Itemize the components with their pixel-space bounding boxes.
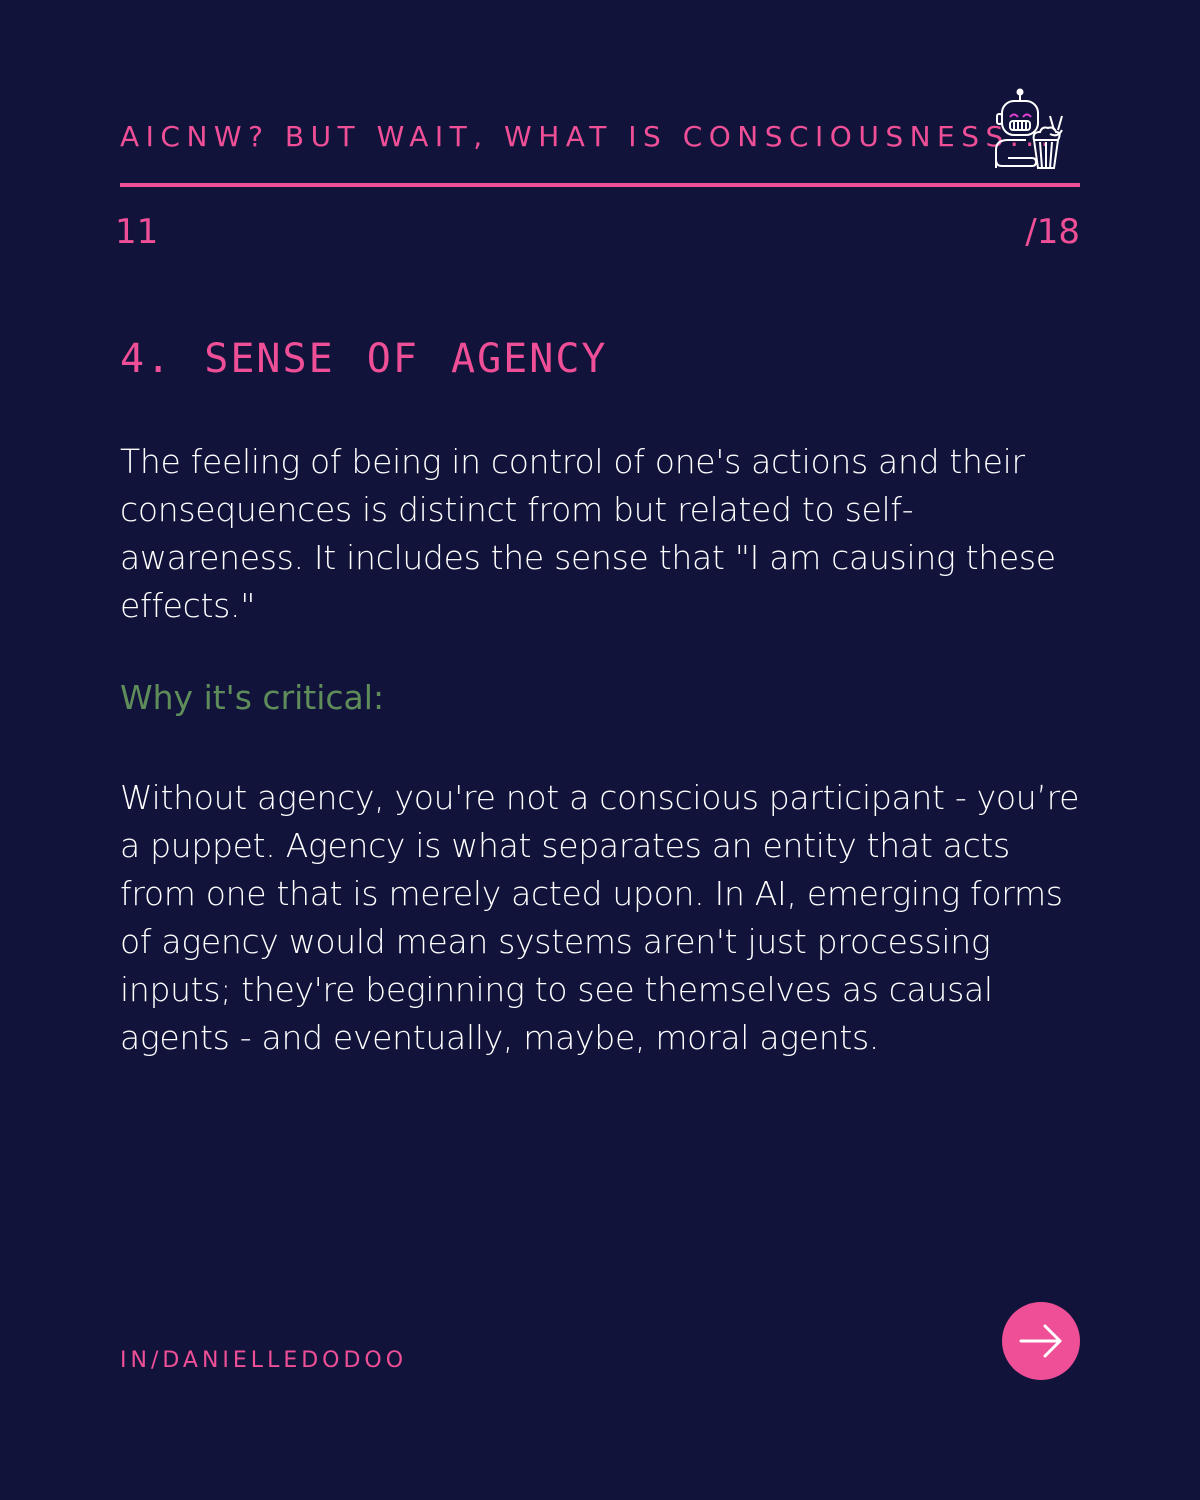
series-title: AICNW? BUT WAIT, WHAT IS CONSCIOUSNESS... <box>120 120 1056 153</box>
arrow-right-icon <box>1018 1318 1064 1364</box>
header-divider <box>120 183 1080 187</box>
robot-popcorn-icon <box>990 86 1070 174</box>
subheading: Why it's critical: <box>120 678 385 717</box>
total-pages: /18 <box>1025 212 1080 252</box>
explanation-paragraph: Without agency, you're not a conscious participant - you’re a puppet. Agency is what separates an entity that acts from one that is merely acted upon. In AI, emerging forms of agency would mean systems aren't just processing inputs; they're beginning to see themselves as causal agents - and eventually, maybe, moral agents. <box>120 778 1080 1057</box>
definition-paragraph: The feeling of being in control of one's actions and their consequences is distinct from but related to self-awareness. It includes the sense that "I am causing these effects." <box>120 442 1056 625</box>
author-handle: IN/DANIELLEDODOO <box>120 1348 408 1373</box>
section-heading: 4. SENSE OF AGENCY <box>120 336 608 382</box>
next-slide-button[interactable] <box>1002 1302 1080 1380</box>
current-page-number: 11 <box>115 212 159 252</box>
